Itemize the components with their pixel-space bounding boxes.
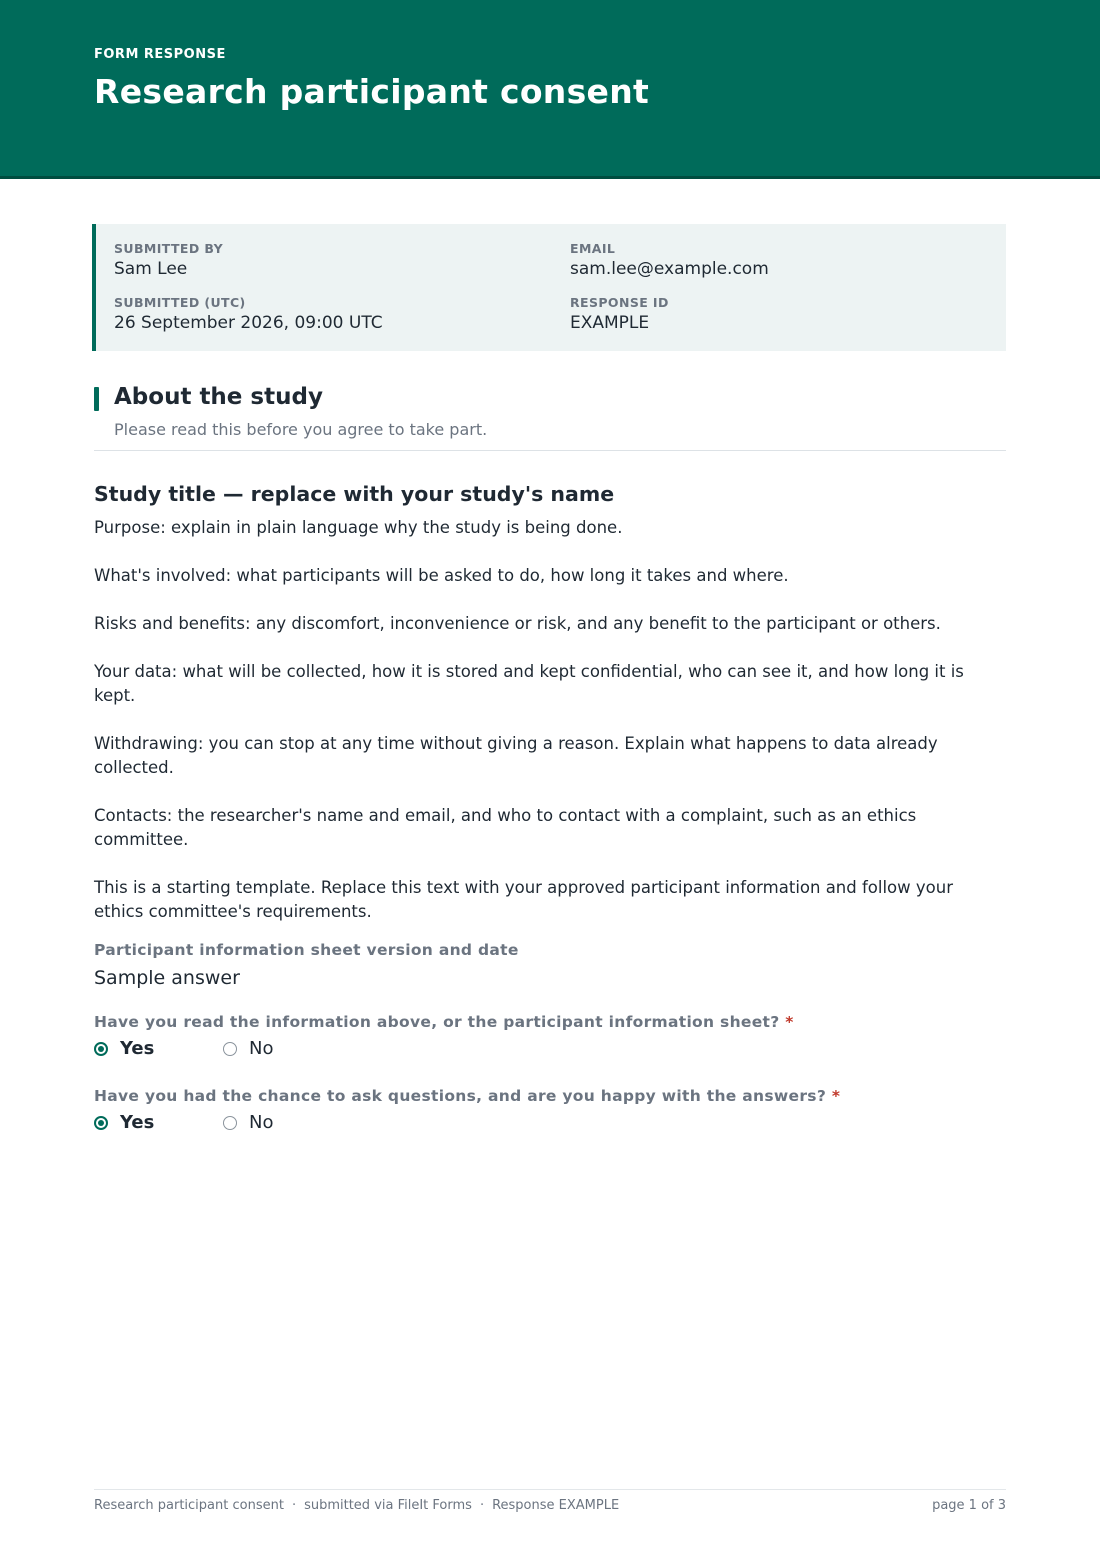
meta-label: SUBMITTED BY	[114, 241, 224, 256]
study-title: Study title — replace with your study's name	[94, 482, 615, 506]
radio-label: Yes	[120, 1038, 155, 1059]
study-paragraph-template-note: This is a starting template. Replace this text with your approved participant information and follow your ethics committee's requirements.	[94, 878, 953, 921]
required-marker: *	[785, 1013, 794, 1031]
submitter-name: Sam Lee	[114, 259, 188, 279]
question-read-label	[94, 1013, 794, 1031]
footer-separator: ·	[479, 1498, 485, 1513]
study-paragraph-risks: Risks and benefits: any discomfort, inconvenience or risk, and any benefit to the participant or others.	[94, 614, 941, 633]
radio-selected-icon[interactable]	[94, 1042, 108, 1056]
footer-submitted-via: submitted via FileIt Forms	[304, 1498, 472, 1513]
study-paragraph-data: Your data: what will be collected, how it is stored and kept confidential, who can see it, and how long it is kept.	[94, 662, 964, 705]
radio-unselected-icon[interactable]	[223, 1042, 237, 1056]
form-kicker: FORM RESPONSE	[94, 47, 226, 62]
study-description	[94, 516, 1006, 948]
meta-label: SUBMITTED (UTC)	[114, 295, 246, 310]
radio-option-no[interactable]	[223, 1038, 273, 1059]
meta-submitted-utc	[114, 295, 383, 334]
section-subtitle: Please read this before you agree to take part.	[114, 420, 488, 439]
question-text: Have you had the chance to ask questions, and are you happy with the answers?	[94, 1087, 827, 1105]
study-paragraph-purpose: Purpose: explain in plain language why the study is being done.	[94, 518, 623, 537]
meta-submitted-by	[114, 241, 223, 280]
submission-meta-panel	[92, 224, 1006, 351]
meta-email	[570, 241, 769, 280]
section-title: About the study	[114, 384, 323, 410]
response-id-value: EXAMPLE	[570, 313, 650, 333]
footer-separator: ·	[291, 1498, 297, 1513]
question-read-options	[94, 1038, 494, 1062]
footer-divider	[94, 1489, 1006, 1490]
radio-label: No	[249, 1112, 274, 1133]
question-text: Have you read the information above, or the participant information sheet?	[94, 1013, 780, 1031]
question-questions-options	[94, 1112, 494, 1136]
radio-label: No	[249, 1038, 274, 1059]
radio-option-no[interactable]	[223, 1112, 273, 1133]
meta-label: RESPONSE ID	[570, 295, 669, 310]
pis-version-answer: Sample answer	[94, 967, 240, 989]
radio-label: Yes	[120, 1112, 155, 1133]
radio-unselected-icon[interactable]	[223, 1116, 237, 1130]
page-number: page 1 of 3	[932, 1498, 1006, 1513]
form-header	[0, 0, 1100, 179]
section-divider	[94, 450, 1006, 451]
submitted-timestamp: 26 September 2026, 09:00 UTC	[114, 313, 383, 333]
radio-selected-icon[interactable]	[94, 1116, 108, 1130]
footer-form-name: Research participant consent	[94, 1498, 284, 1513]
question-questions-label	[94, 1087, 840, 1105]
section-accent-bar	[94, 387, 99, 411]
submitter-email: sam.lee@example.com	[570, 259, 769, 279]
footer-response: Response EXAMPLE	[492, 1498, 620, 1513]
form-title: Research participant consent	[94, 72, 650, 111]
footer-info	[94, 1498, 619, 1513]
study-paragraph-contacts: Contacts: the researcher's name and email, and who to contact with a complaint, such as an ethics committee.	[94, 806, 917, 849]
required-marker: *	[831, 1087, 841, 1105]
study-paragraph-withdrawing: Withdrawing: you can stop at any time without giving a reason. Explain what happens to data already collected.	[94, 734, 938, 777]
meta-label: EMAIL	[570, 241, 616, 256]
pis-version-label: Participant information sheet version and date	[94, 941, 519, 959]
study-paragraph-involved: What's involved: what participants will be asked to do, how long it takes and where.	[94, 566, 789, 585]
radio-option-yes[interactable]	[94, 1038, 154, 1059]
radio-option-yes[interactable]	[94, 1112, 154, 1133]
meta-response-id	[570, 295, 669, 334]
